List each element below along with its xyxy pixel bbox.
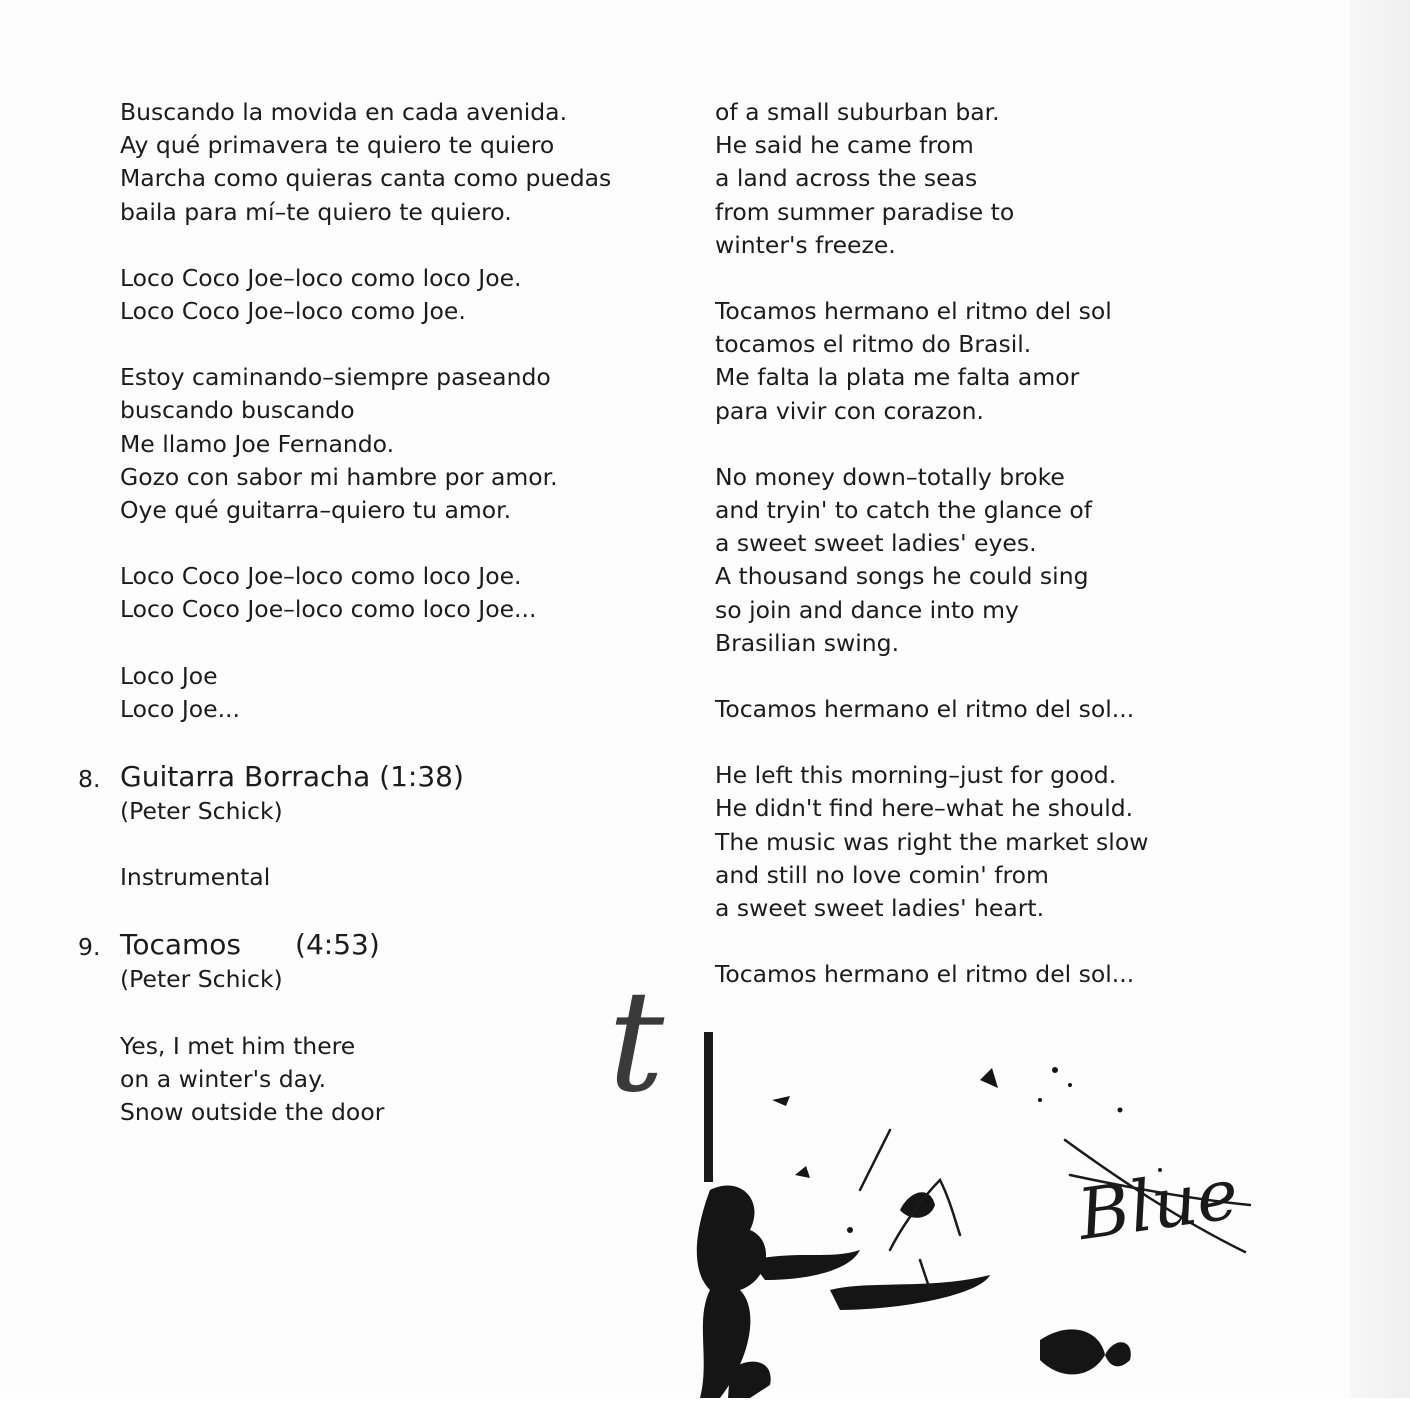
- lyric-stanza: [715, 693, 1315, 726]
- track-entry: [78, 927, 680, 1129]
- lyric-line: a sweet sweet ladies' eyes.: [715, 529, 1037, 558]
- lyric-line: baila para mí–te quiero te quiero.: [120, 197, 512, 226]
- track-composer: (Peter Schick): [120, 797, 283, 826]
- lyric-line: No money down–totally broke: [715, 462, 1065, 491]
- lyric-line: and still no love comin' from: [715, 860, 1049, 889]
- lyric-line: Gozo con sabor mi hambre por amor.: [120, 462, 558, 491]
- lyric-line: tocamos el ritmo do Brasil.: [715, 330, 1032, 359]
- right-column: [715, 96, 1315, 1024]
- lyric-line: on a winter's day.: [120, 1064, 327, 1093]
- lyric-line: from summer paradise to: [715, 197, 1015, 226]
- lyric-line: Loco Coco Joe–loco como loco Joe.: [120, 562, 522, 591]
- lyric-line: Me llamo Joe Fernando.: [120, 429, 395, 458]
- lyric-line: para vivir con corazon.: [715, 396, 984, 425]
- track-lyrics: [120, 1030, 680, 1130]
- lyric-line: Marcha como quieras canta como puedas: [120, 164, 612, 193]
- lyric-stanza: [120, 361, 680, 527]
- track-list: [78, 759, 680, 1129]
- lyric-line: winter's freeze.: [715, 230, 896, 259]
- lyric-stanza: [120, 262, 680, 328]
- ink-vertical-stroke: [704, 1032, 713, 1182]
- lyric-line: He didn't find here–what he should.: [715, 794, 1134, 823]
- lyric-line: Loco Joe: [120, 661, 218, 690]
- lyric-line: Tocamos hermano el ritmo del sol: [715, 297, 1112, 326]
- lyric-line: Loco Coco Joe–loco como loco Joe...: [120, 595, 537, 624]
- track-title: Guitarra Borracha (1:38): [120, 760, 464, 794]
- lyric-line: of a small suburban bar.: [715, 98, 1000, 126]
- track-duration: (4:53): [295, 928, 380, 962]
- lyric-line: Loco Coco Joe–loco como Joe.: [120, 297, 466, 326]
- lyric-line: buscando buscando: [120, 396, 355, 425]
- lyric-line: Loco Coco Joe–loco como loco Joe.: [120, 263, 522, 292]
- lyric-stanza: [120, 1030, 680, 1130]
- lyric-stanza: [715, 461, 1315, 660]
- lyric-line: Buscando la movida en cada avenida.: [120, 98, 568, 126]
- lyric-line: Oye qué guitarra–quiero tu amor.: [120, 496, 512, 525]
- lyric-stanza: [120, 660, 680, 726]
- track-heading: [120, 927, 680, 963]
- lyric-line: He left this morning–just for good.: [715, 761, 1117, 790]
- lyric-line: Loco Joe...: [120, 694, 241, 723]
- track-heading: [120, 759, 680, 795]
- lyric-line: The music was right the market slow: [715, 827, 1149, 856]
- track-title: Tocamos: [120, 928, 242, 962]
- artwork-letter: t: [608, 961, 665, 1124]
- lyric-line: Me falta la plata me falta amor: [715, 363, 1080, 392]
- left-column: [78, 96, 680, 1162]
- ink-illustration: [600, 960, 1360, 1398]
- lyric-stanza: [715, 96, 1315, 262]
- lyric-line: Yes, I met him there: [120, 1031, 356, 1060]
- lyric-line: so join and dance into my: [715, 595, 1019, 624]
- lyric-line: A thousand songs he could sing: [715, 562, 1089, 591]
- lyric-line: Ay qué primavera te quiero te quiero: [120, 131, 555, 160]
- lyric-line: and tryin' to catch the glance of: [715, 496, 1092, 525]
- lyric-line: Estoy caminando–siempre paseando: [120, 363, 551, 392]
- right-stanzas: [715, 96, 1315, 991]
- track-entry: [78, 759, 680, 894]
- lyric-stanza: [120, 560, 680, 626]
- track-composer: (Peter Schick): [120, 965, 283, 994]
- lyric-line: a land across the seas: [715, 164, 978, 193]
- lyric-line: Brasilian swing.: [715, 628, 900, 657]
- lyric-stanza: [715, 295, 1315, 428]
- lyric-stanza: [120, 861, 680, 894]
- track-lyrics: [120, 861, 680, 894]
- track-number: 8.: [78, 765, 101, 794]
- track-number: 9.: [78, 933, 101, 962]
- left-stanzas: [120, 96, 680, 726]
- lyric-stanza: [715, 759, 1315, 925]
- lyric-line: Snow outside the door: [120, 1098, 385, 1127]
- artwork-signature: Blue: [1072, 1152, 1244, 1257]
- lyric-line: Tocamos hermano el ritmo del sol...: [715, 695, 1135, 724]
- lyric-stanza: [120, 96, 680, 229]
- lyric-line: He said he came from: [715, 131, 974, 160]
- lyric-line: Instrumental: [120, 863, 271, 892]
- lyric-line: Tocamos hermano el ritmo del sol...: [715, 960, 1135, 989]
- lyric-line: a sweet sweet ladies' heart.: [715, 894, 1045, 923]
